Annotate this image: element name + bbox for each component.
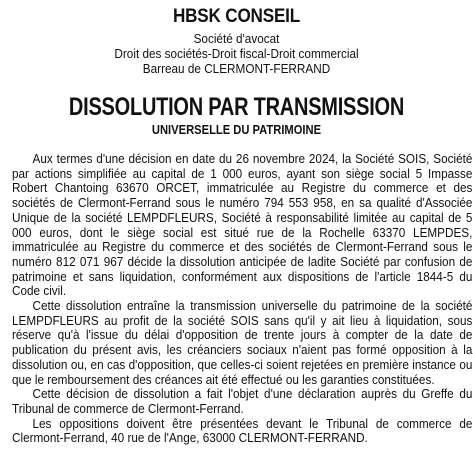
- notice-title: DISSOLUTION PAR TRANSMISSION: [68, 93, 405, 121]
- notice-subtitle: UNIVERSELLE DU PATRIMOINE: [151, 122, 322, 137]
- firm-name: HBSK CONSEIL: [172, 6, 301, 27]
- paragraph-oppositions: Les oppositions doivent être présentées devant le Tribunal de commerce de Clermont-Ferrand, 40 rue de l'Ange, 63000 CLERMONT-FERRAND.: [12, 416, 473, 446]
- firm-specialties: Droit des sociétés-Droit fiscal-Droit commercial: [114, 47, 359, 61]
- paragraph-transmission: Cette dissolution entraîne la transmission universelle du patrimoine de la société LEMPDFLEURS au profit de la société SOIS sans qu'il y ait lieu à liquidation, sous réserve qu'à l'issue du délai d'opposition de trente jours à compter de la date de publication du présent avis, les créanciers sociaux n'aient pas formé opposition à la dissolution ou, en cas d'opposition, que celles-ci soient rejetées en première instance ou que le remboursement des créances ait été effectué ou les garanties constituées.: [12, 299, 473, 387]
- paragraph-declaration: Cette décision de dissolution a fait l'objet d'une déclaration auprès du Greffe du Tribunal de commerce de Clermont-Ferrand.: [12, 387, 473, 416]
- notice-body: [12, 152, 472, 446]
- firm-type: Société d'avocat: [193, 32, 280, 46]
- paragraph-decision: Aux termes d'une décision en date du 26 novembre 2024, la Société SOIS, Société par actions simplifiée au capital de 1 000 euros, ayant son siège social 5 Impasse Robert Chantoing 63670 ORCET, immatriculée au Registre du commerce et des sociétés de Clermont-Ferrand sous le numéro 794 553 958, en sa qualité d'Associée Unique de la société LEMPDFLEURS, Société à responsabilité limitée au capital de 5 000 euros, dont le siège social est situé rue de la Rochelle 63370 LEMPDES, immatriculée au Registre du commerce et des sociétés de Clermont-Ferrand sous le numéro 812 071 967 décide la dissolution anticipée de ladite Société par confusion de patrimoine et sans liquidation, conformément aux dispositions de l'article 1844-5 du Code civil.: [12, 152, 473, 299]
- firm-bar: Barreau de CLERMONT-FERRAND: [142, 62, 331, 76]
